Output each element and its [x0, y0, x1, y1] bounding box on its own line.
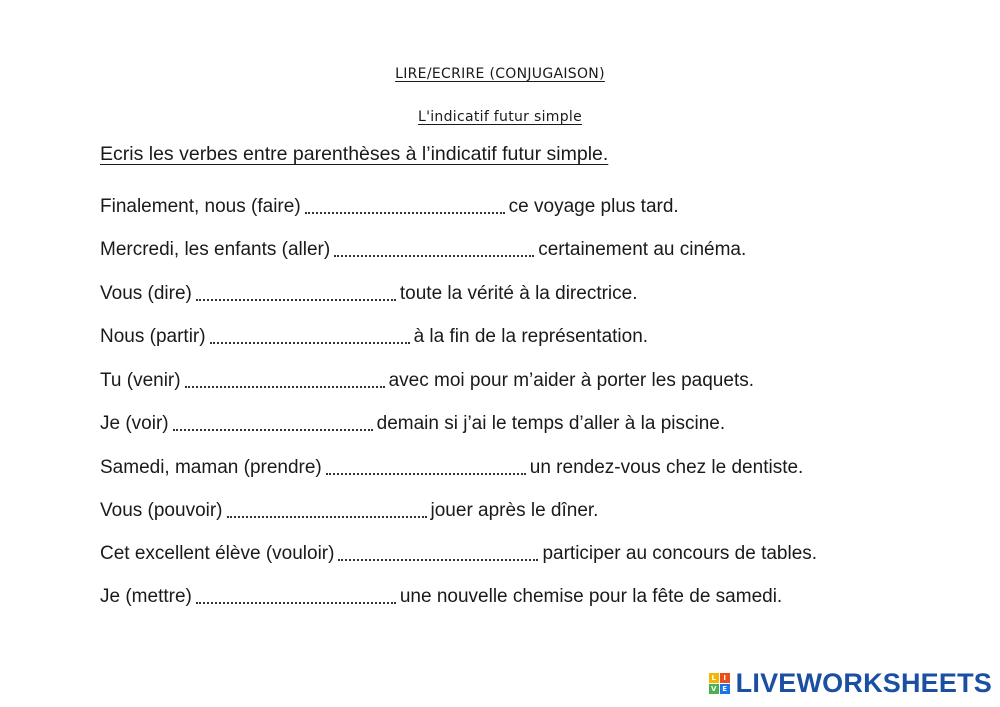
- exercise-prompt: Samedi, maman (prendre): [100, 457, 322, 478]
- exercise-line: [100, 451, 803, 479]
- logo-letter: E: [720, 684, 730, 694]
- exercise-continuation: demain si j’ai le temps d’aller à la piscine.: [376, 413, 726, 434]
- liveworksheets-logo-icon: [709, 673, 730, 694]
- exercise-line: [100, 494, 598, 522]
- exercise-line: [100, 277, 638, 305]
- exercise-line: [100, 364, 754, 392]
- exercise-prompt: Tu (venir): [100, 370, 181, 391]
- exercise-continuation: à la fin de la représentation.: [413, 326, 649, 347]
- exercise-line: [100, 580, 782, 608]
- exercise-prompt: Vous (dire): [100, 283, 192, 304]
- answer-blank[interactable]: [210, 322, 410, 344]
- logo-letter: L: [709, 673, 719, 683]
- answer-blank[interactable]: [196, 582, 396, 604]
- exercise-continuation: avec moi pour m’aider à porter les paquets.: [388, 370, 755, 391]
- exercise-line: [100, 537, 817, 565]
- exercise-continuation: toute la vérité à la directrice.: [399, 283, 638, 304]
- answer-blank[interactable]: [334, 235, 534, 257]
- exercise-line: [100, 407, 725, 435]
- exercise-prompt: Nous (partir): [100, 326, 206, 347]
- exercise-prompt: Je (voir): [100, 413, 169, 434]
- exercise-prompt: Cet excellent élève (vouloir): [100, 543, 335, 564]
- worksheet-title: LIRE/ECRIRE (CONJUGAISON): [395, 66, 605, 82]
- answer-blank[interactable]: [185, 366, 385, 388]
- answer-blank[interactable]: [305, 192, 505, 214]
- exercise-prompt: Vous (pouvoir): [100, 500, 223, 521]
- exercise-continuation: ce voyage plus tard.: [508, 196, 679, 217]
- instruction-text: Ecris les verbes entre parenthèses à l’indicatif futur simple.: [100, 143, 609, 165]
- answer-blank[interactable]: [196, 279, 396, 301]
- brand-name: LIVEWORKSHEETS: [735, 668, 992, 698]
- logo-letter: V: [709, 684, 719, 694]
- exercise-prompt: Je (mettre): [100, 586, 192, 607]
- exercise-line: [100, 320, 648, 348]
- exercise-continuation: une nouvelle chemise pour la fête de samedi.: [399, 586, 783, 607]
- exercise-prompt: Finalement, nous (faire): [100, 196, 301, 217]
- exercise-continuation: participer au concours de tables.: [542, 543, 818, 564]
- exercise-continuation: jouer après le dîner.: [430, 500, 599, 521]
- answer-blank[interactable]: [338, 539, 538, 561]
- logo-letter: I: [720, 673, 730, 683]
- answer-blank[interactable]: [173, 409, 373, 431]
- answer-blank[interactable]: [227, 496, 427, 518]
- exercise-line: [100, 190, 679, 218]
- worksheet-subtitle: L'indicatif futur simple: [417, 109, 582, 125]
- answer-blank[interactable]: [326, 453, 526, 475]
- exercise-continuation: certainement au cinéma.: [538, 239, 747, 260]
- exercise-continuation: un rendez-vous chez le dentiste.: [529, 457, 804, 478]
- exercise-prompt: Mercredi, les enfants (aller): [100, 239, 331, 260]
- exercise-line: [100, 233, 746, 261]
- liveworksheets-brand: [709, 668, 992, 699]
